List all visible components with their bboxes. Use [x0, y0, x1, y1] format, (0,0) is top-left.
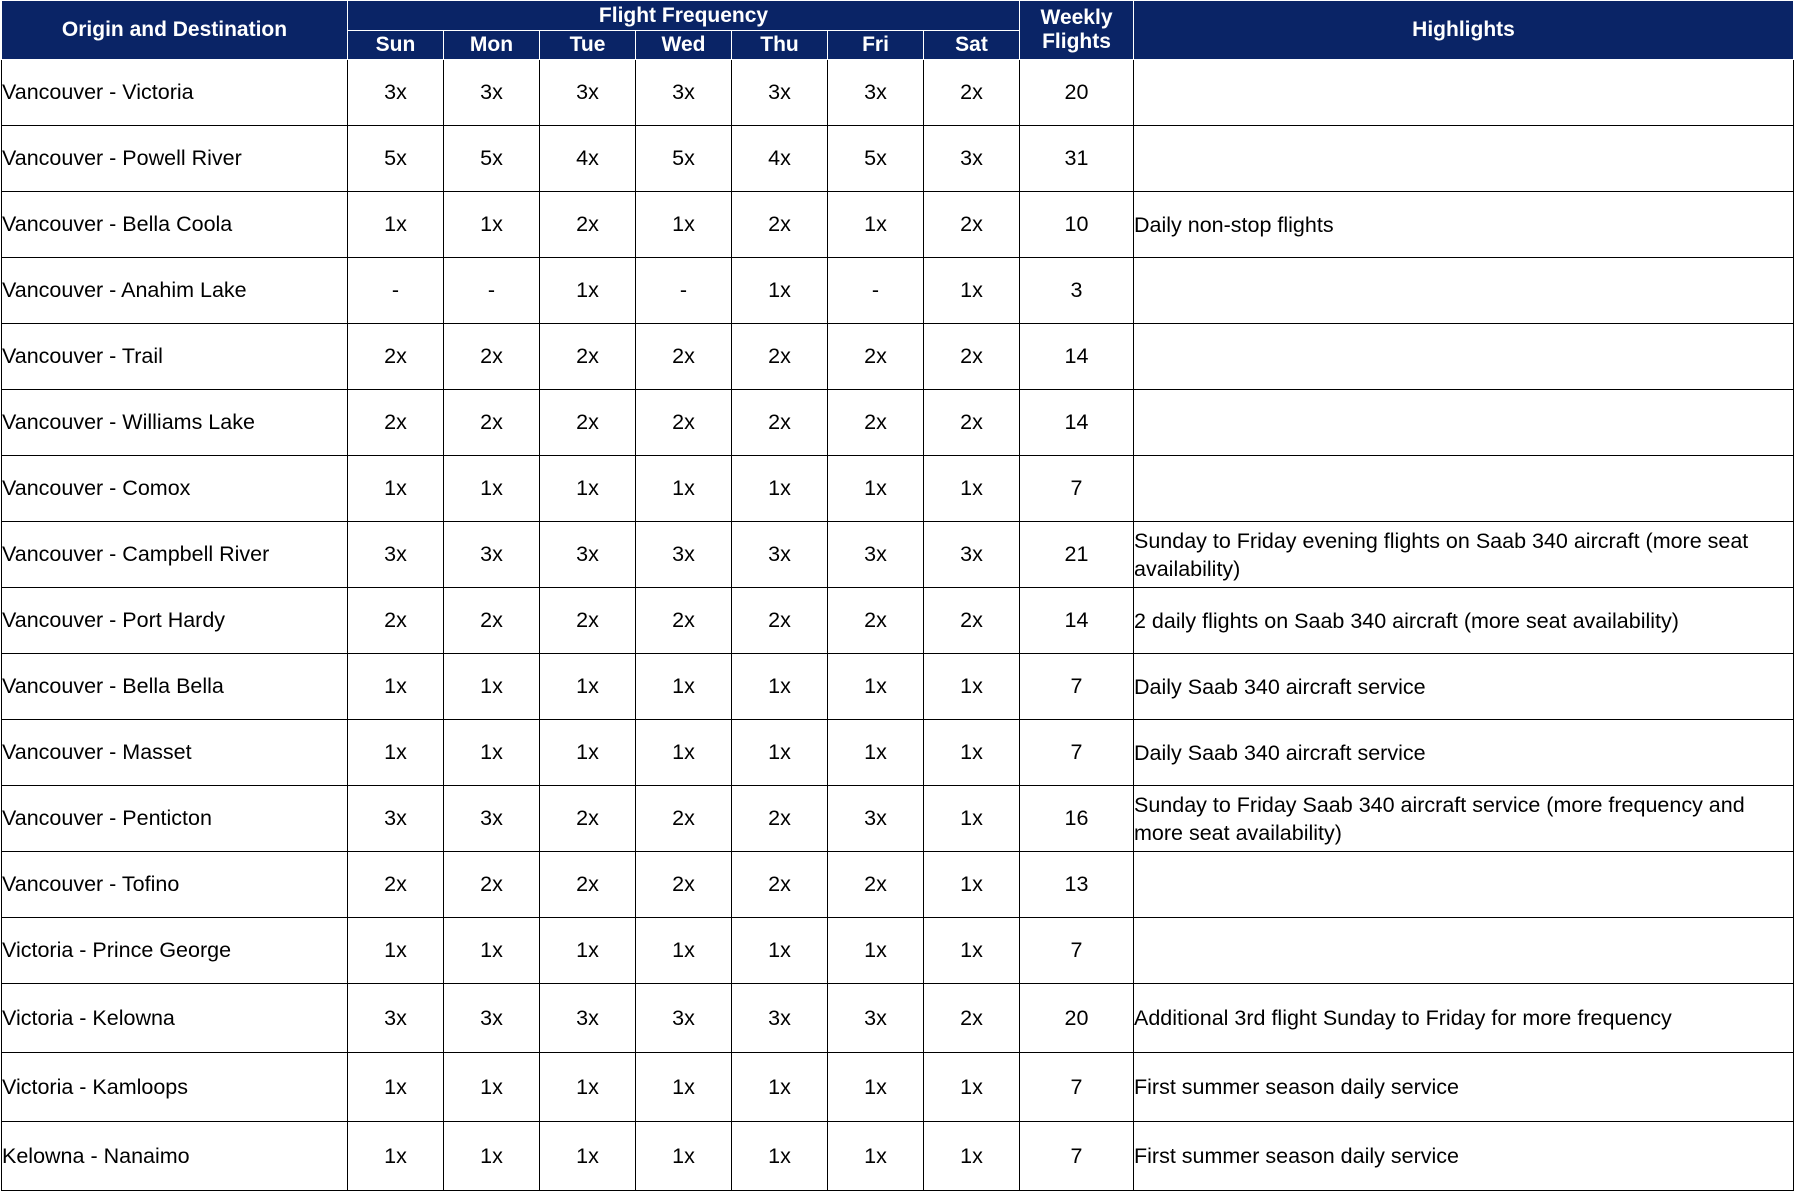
- frequency-cell: 1x: [924, 258, 1020, 324]
- highlight-cell: [1134, 258, 1794, 324]
- frequency-cell: 2x: [828, 390, 924, 456]
- frequency-cell: 3x: [636, 60, 732, 126]
- table-row: [2, 60, 1794, 126]
- frequency-cell: 1x: [828, 192, 924, 258]
- highlight-cell: Sunday to Friday Saab 340 aircraft service (more frequency and more seat availability): [1134, 786, 1794, 852]
- frequency-cell: 3x: [540, 522, 636, 588]
- frequency-cell: 2x: [924, 192, 1020, 258]
- frequency-cell: 2x: [540, 852, 636, 918]
- highlight-cell: Daily non-stop flights: [1134, 192, 1794, 258]
- frequency-cell: 2x: [348, 390, 444, 456]
- route-cell: Vancouver - Bella Coola: [2, 192, 348, 258]
- frequency-cell: 2x: [924, 60, 1020, 126]
- frequency-cell: 1x: [444, 918, 540, 984]
- frequency-cell: 1x: [732, 456, 828, 522]
- frequency-cell: -: [348, 258, 444, 324]
- frequency-cell: 3x: [636, 522, 732, 588]
- frequency-cell: 2x: [348, 588, 444, 654]
- header-day-thu: Thu: [732, 31, 828, 60]
- highlight-cell: [1134, 852, 1794, 918]
- frequency-cell: 2x: [444, 588, 540, 654]
- table-body: [2, 60, 1794, 1191]
- highlight-cell: [1134, 918, 1794, 984]
- frequency-cell: 3x: [540, 60, 636, 126]
- frequency-cell: 1x: [348, 192, 444, 258]
- frequency-cell: 3x: [348, 786, 444, 852]
- frequency-cell: 3x: [444, 984, 540, 1053]
- frequency-cell: 1x: [444, 192, 540, 258]
- frequency-cell: 3x: [444, 60, 540, 126]
- header-weekly-flights: Weekly Flights: [1020, 1, 1134, 60]
- table-row: [2, 324, 1794, 390]
- frequency-cell: 1x: [540, 1122, 636, 1191]
- frequency-cell: 4x: [732, 126, 828, 192]
- route-cell: Vancouver - Bella Bella: [2, 654, 348, 720]
- frequency-cell: 2x: [444, 390, 540, 456]
- frequency-cell: 1x: [732, 1122, 828, 1191]
- frequency-cell: 1x: [348, 720, 444, 786]
- table-row: [2, 720, 1794, 786]
- table-row: [2, 852, 1794, 918]
- weekly-flights-cell: 14: [1020, 588, 1134, 654]
- header-day-tue: Tue: [540, 31, 636, 60]
- route-cell: Vancouver - Williams Lake: [2, 390, 348, 456]
- frequency-cell: 3x: [828, 984, 924, 1053]
- frequency-cell: -: [444, 258, 540, 324]
- route-cell: Vancouver - Powell River: [2, 126, 348, 192]
- frequency-cell: 1x: [348, 1053, 444, 1122]
- weekly-flights-cell: 31: [1020, 126, 1134, 192]
- frequency-cell: 1x: [348, 456, 444, 522]
- frequency-cell: 1x: [828, 720, 924, 786]
- weekly-flights-cell: 3: [1020, 258, 1134, 324]
- route-cell: Vancouver - Masset: [2, 720, 348, 786]
- frequency-cell: 2x: [828, 324, 924, 390]
- frequency-cell: 2x: [828, 588, 924, 654]
- weekly-flights-cell: 14: [1020, 324, 1134, 390]
- highlight-cell: Daily Saab 340 aircraft service: [1134, 654, 1794, 720]
- route-cell: Vancouver - Campbell River: [2, 522, 348, 588]
- header-day-mon: Mon: [444, 31, 540, 60]
- highlight-cell: [1134, 390, 1794, 456]
- frequency-cell: 2x: [924, 984, 1020, 1053]
- frequency-cell: 1x: [348, 1122, 444, 1191]
- header-highlights: Highlights: [1134, 1, 1794, 60]
- frequency-cell: 1x: [828, 1053, 924, 1122]
- frequency-cell: 2x: [732, 192, 828, 258]
- weekly-flights-cell: 10: [1020, 192, 1134, 258]
- table-row: [2, 522, 1794, 588]
- weekly-flights-cell: 13: [1020, 852, 1134, 918]
- frequency-cell: 2x: [732, 390, 828, 456]
- frequency-cell: 2x: [732, 324, 828, 390]
- frequency-cell: 3x: [732, 984, 828, 1053]
- highlight-cell: Daily Saab 340 aircraft service: [1134, 720, 1794, 786]
- weekly-flights-cell: 14: [1020, 390, 1134, 456]
- frequency-cell: 1x: [828, 918, 924, 984]
- weekly-flights-cell: 20: [1020, 60, 1134, 126]
- frequency-cell: 2x: [444, 852, 540, 918]
- frequency-cell: 2x: [636, 324, 732, 390]
- header-day-sun: Sun: [348, 31, 444, 60]
- frequency-cell: 5x: [348, 126, 444, 192]
- highlight-cell: First summer season daily service: [1134, 1122, 1794, 1191]
- frequency-cell: 3x: [636, 984, 732, 1053]
- frequency-cell: 1x: [924, 786, 1020, 852]
- highlight-cell: [1134, 324, 1794, 390]
- table-row: [2, 456, 1794, 522]
- frequency-cell: 2x: [924, 390, 1020, 456]
- route-cell: Vancouver - Anahim Lake: [2, 258, 348, 324]
- table-row: [2, 654, 1794, 720]
- frequency-cell: 3x: [348, 60, 444, 126]
- frequency-cell: 1x: [924, 654, 1020, 720]
- frequency-cell: 1x: [924, 720, 1020, 786]
- frequency-cell: 3x: [828, 786, 924, 852]
- frequency-cell: 2x: [732, 852, 828, 918]
- frequency-cell: 2x: [636, 852, 732, 918]
- frequency-cell: 1x: [636, 192, 732, 258]
- frequency-cell: 1x: [636, 654, 732, 720]
- frequency-cell: 1x: [540, 1053, 636, 1122]
- frequency-cell: 5x: [444, 126, 540, 192]
- weekly-flights-cell: 7: [1020, 1053, 1134, 1122]
- frequency-cell: 1x: [732, 258, 828, 324]
- header-day-sat: Sat: [924, 31, 1020, 60]
- frequency-cell: 1x: [444, 456, 540, 522]
- frequency-cell: 1x: [348, 918, 444, 984]
- route-cell: Victoria - Kelowna: [2, 984, 348, 1053]
- frequency-cell: 1x: [828, 456, 924, 522]
- frequency-cell: 3x: [732, 522, 828, 588]
- frequency-cell: 3x: [924, 522, 1020, 588]
- highlight-cell: Additional 3rd flight Sunday to Friday for more frequency: [1134, 984, 1794, 1053]
- route-cell: Kelowna - Nanaimo: [2, 1122, 348, 1191]
- frequency-cell: 2x: [540, 192, 636, 258]
- frequency-cell: 5x: [828, 126, 924, 192]
- highlight-cell: First summer season daily service: [1134, 1053, 1794, 1122]
- frequency-cell: 2x: [444, 324, 540, 390]
- frequency-cell: 3x: [540, 984, 636, 1053]
- table-row: [2, 1053, 1794, 1122]
- frequency-cell: 1x: [924, 1053, 1020, 1122]
- header-origin-destination: Origin and Destination: [2, 1, 348, 60]
- route-cell: Vancouver - Comox: [2, 456, 348, 522]
- table-row: [2, 918, 1794, 984]
- highlight-cell: [1134, 126, 1794, 192]
- route-cell: Victoria - Prince George: [2, 918, 348, 984]
- frequency-cell: 2x: [348, 852, 444, 918]
- weekly-flights-cell: 7: [1020, 654, 1134, 720]
- frequency-cell: 2x: [348, 324, 444, 390]
- frequency-cell: 1x: [828, 1122, 924, 1191]
- weekly-flights-cell: 20: [1020, 984, 1134, 1053]
- frequency-cell: 2x: [636, 588, 732, 654]
- frequency-cell: -: [828, 258, 924, 324]
- frequency-cell: 1x: [924, 918, 1020, 984]
- frequency-cell: 1x: [444, 654, 540, 720]
- table-row: [2, 390, 1794, 456]
- frequency-cell: 2x: [828, 852, 924, 918]
- flight-schedule-table: [1, 0, 1794, 1191]
- frequency-cell: 2x: [540, 786, 636, 852]
- frequency-cell: 4x: [540, 126, 636, 192]
- frequency-cell: 1x: [540, 720, 636, 786]
- weekly-flights-cell: 7: [1020, 918, 1134, 984]
- weekly-flights-cell: 7: [1020, 720, 1134, 786]
- frequency-cell: 1x: [732, 720, 828, 786]
- table-row: [2, 786, 1794, 852]
- frequency-cell: 2x: [732, 588, 828, 654]
- route-cell: Vancouver - Port Hardy: [2, 588, 348, 654]
- frequency-cell: 2x: [540, 588, 636, 654]
- frequency-cell: 1x: [444, 1122, 540, 1191]
- frequency-cell: 1x: [828, 654, 924, 720]
- frequency-cell: 3x: [444, 786, 540, 852]
- route-cell: Vancouver - Victoria: [2, 60, 348, 126]
- frequency-cell: 2x: [636, 390, 732, 456]
- frequency-cell: 1x: [636, 1122, 732, 1191]
- frequency-cell: 3x: [444, 522, 540, 588]
- frequency-cell: 1x: [540, 918, 636, 984]
- frequency-cell: 1x: [924, 456, 1020, 522]
- frequency-cell: 3x: [348, 522, 444, 588]
- frequency-cell: 3x: [348, 984, 444, 1053]
- header-flight-frequency: Flight Frequency: [348, 1, 1020, 31]
- table-row: [2, 984, 1794, 1053]
- frequency-cell: 1x: [348, 654, 444, 720]
- frequency-cell: 1x: [444, 1053, 540, 1122]
- weekly-flights-cell: 21: [1020, 522, 1134, 588]
- frequency-cell: 2x: [924, 324, 1020, 390]
- frequency-cell: 1x: [732, 1053, 828, 1122]
- frequency-cell: 1x: [924, 852, 1020, 918]
- frequency-cell: 1x: [732, 654, 828, 720]
- frequency-cell: 5x: [636, 126, 732, 192]
- header-day-fri: Fri: [828, 31, 924, 60]
- highlight-cell: [1134, 60, 1794, 126]
- table-row: [2, 192, 1794, 258]
- frequency-cell: 1x: [924, 1122, 1020, 1191]
- weekly-flights-cell: 7: [1020, 456, 1134, 522]
- weekly-flights-cell: 7: [1020, 1122, 1134, 1191]
- route-cell: Victoria - Kamloops: [2, 1053, 348, 1122]
- table-row: [2, 126, 1794, 192]
- highlight-cell: 2 daily flights on Saab 340 aircraft (more seat availability): [1134, 588, 1794, 654]
- weekly-flights-cell: 16: [1020, 786, 1134, 852]
- table-header: [2, 1, 1794, 60]
- frequency-cell: 1x: [636, 720, 732, 786]
- frequency-cell: 3x: [732, 60, 828, 126]
- frequency-cell: 2x: [540, 324, 636, 390]
- frequency-cell: 3x: [828, 60, 924, 126]
- frequency-cell: 2x: [540, 390, 636, 456]
- frequency-cell: 2x: [924, 588, 1020, 654]
- frequency-cell: 2x: [732, 786, 828, 852]
- route-cell: Vancouver - Penticton: [2, 786, 348, 852]
- frequency-cell: 3x: [924, 126, 1020, 192]
- frequency-cell: 1x: [636, 456, 732, 522]
- route-cell: Vancouver - Tofino: [2, 852, 348, 918]
- frequency-cell: 1x: [444, 720, 540, 786]
- header-day-wed: Wed: [636, 31, 732, 60]
- table-row: [2, 588, 1794, 654]
- highlight-cell: Sunday to Friday evening flights on Saab 340 aircraft (more seat availability): [1134, 522, 1794, 588]
- frequency-cell: 1x: [540, 258, 636, 324]
- highlight-cell: [1134, 456, 1794, 522]
- route-cell: Vancouver - Trail: [2, 324, 348, 390]
- frequency-cell: 3x: [828, 522, 924, 588]
- frequency-cell: 2x: [636, 786, 732, 852]
- frequency-cell: 1x: [540, 654, 636, 720]
- frequency-cell: 1x: [636, 918, 732, 984]
- frequency-cell: -: [636, 258, 732, 324]
- table-row: [2, 1122, 1794, 1191]
- frequency-cell: 1x: [636, 1053, 732, 1122]
- frequency-cell: 1x: [540, 456, 636, 522]
- frequency-cell: 1x: [732, 918, 828, 984]
- table-row: [2, 258, 1794, 324]
